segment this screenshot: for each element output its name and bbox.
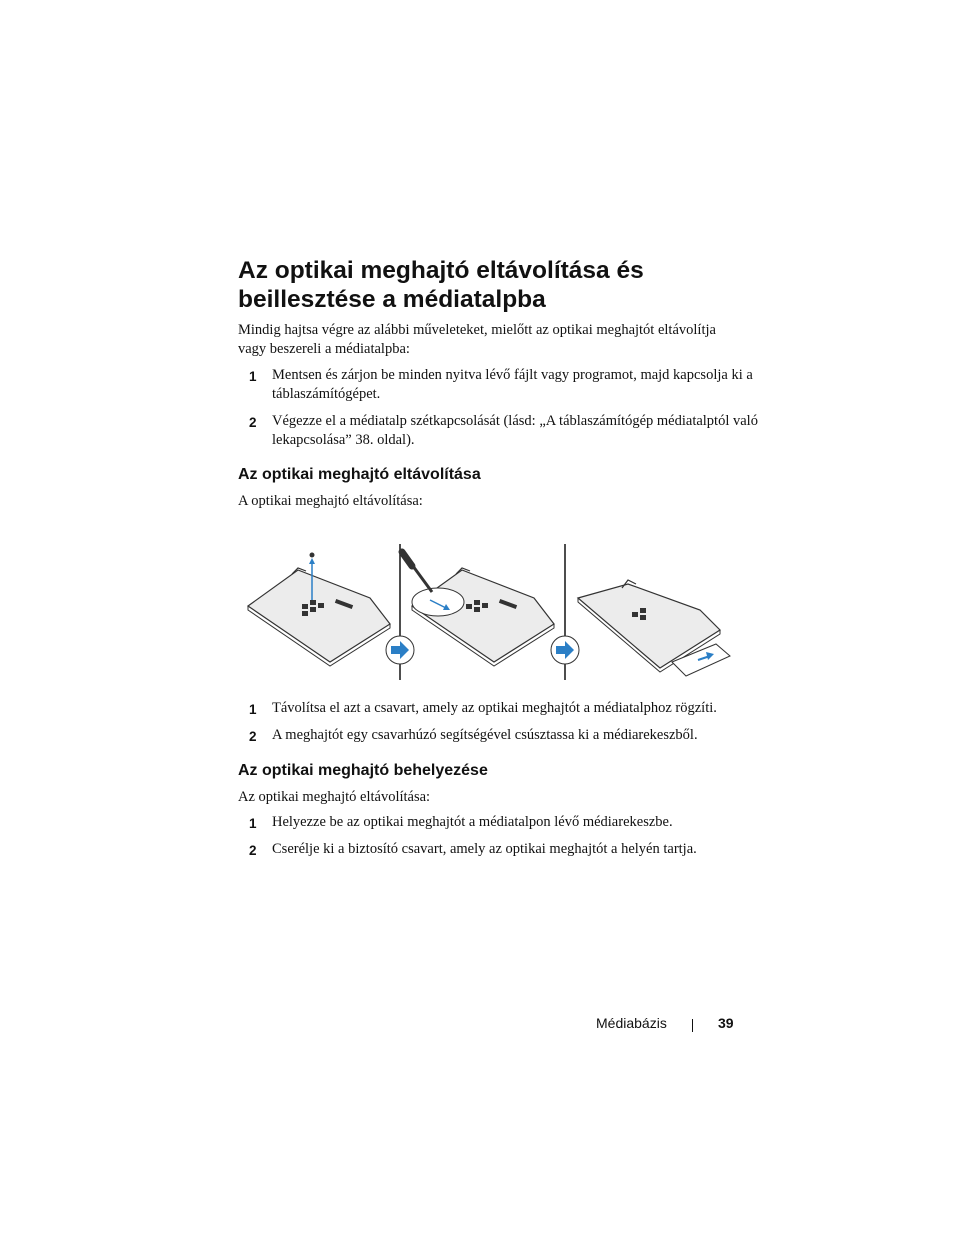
step-text: Cserélje ki a biztosító csavart, amely az optikai meghajtót a helyén tartja. (272, 841, 697, 857)
list-item (238, 726, 758, 745)
footer-section-name: Médiabázis (596, 1015, 667, 1031)
list-item (238, 366, 758, 404)
step-text: Végezze el a médiatalp szétkapcsolását (lásd: „A táblaszámítógép médiatalptól való lekapcsolása” 38. oldal). (272, 413, 758, 448)
page-title: Az optikai meghajtó eltávolítása és beillesztése a médiatalpba (238, 257, 644, 313)
list-item (238, 813, 758, 832)
install-lead: Az optikai meghajtó eltávolítása: (238, 789, 431, 805)
list-item (238, 840, 758, 859)
footer-divider (692, 1019, 693, 1032)
prep-steps-list (238, 366, 758, 458)
step-number: 1 (249, 816, 257, 831)
step-number: 2 (249, 729, 257, 744)
install-heading: Az optikai meghajtó behelyezése (238, 762, 488, 779)
page-footer (580, 1015, 735, 1035)
intro-paragraph: Mindig hajtsa végre az alábbi műveleteket, mielőtt az optikai meghajtót eltávolítja vagy beszereli a médiatalpba: (238, 322, 716, 357)
step-number: 2 (249, 843, 257, 858)
dock-panel-1 (248, 553, 390, 667)
removal-lead: A optikai meghajtó eltávolítása: (238, 493, 423, 509)
step-number: 1 (249, 369, 257, 384)
step-text: Mentsen és zárjon be minden nyitva lévő fájlt vagy programot, majd kapcsolja ki a táblaszámítógépet. (272, 367, 753, 402)
dock-panel-3 (578, 580, 730, 676)
step-text: A meghajtót egy csavarhúzó segítségével csúsztassa ki a médiarekeszből. (272, 727, 698, 743)
step-number: 1 (249, 702, 257, 717)
page-number: 39 (718, 1015, 734, 1031)
next-arrow-icon (551, 636, 579, 664)
dock-panel-2 (402, 552, 554, 666)
list-item (238, 412, 758, 450)
step-text: Távolítsa el azt a csavart, amely az optikai meghajtót a médiatalphoz rögzíti. (272, 700, 717, 716)
install-steps-list (238, 813, 758, 867)
removal-heading: Az optikai meghajtó eltávolítása (238, 466, 481, 483)
list-item (238, 699, 758, 718)
removal-illustration (240, 540, 740, 690)
step-number: 2 (249, 415, 257, 430)
next-arrow-icon (386, 636, 414, 664)
step-text: Helyezze be az optikai meghajtót a médiatalpon lévő médiarekeszbe. (272, 814, 673, 830)
removal-steps-list (238, 699, 758, 753)
